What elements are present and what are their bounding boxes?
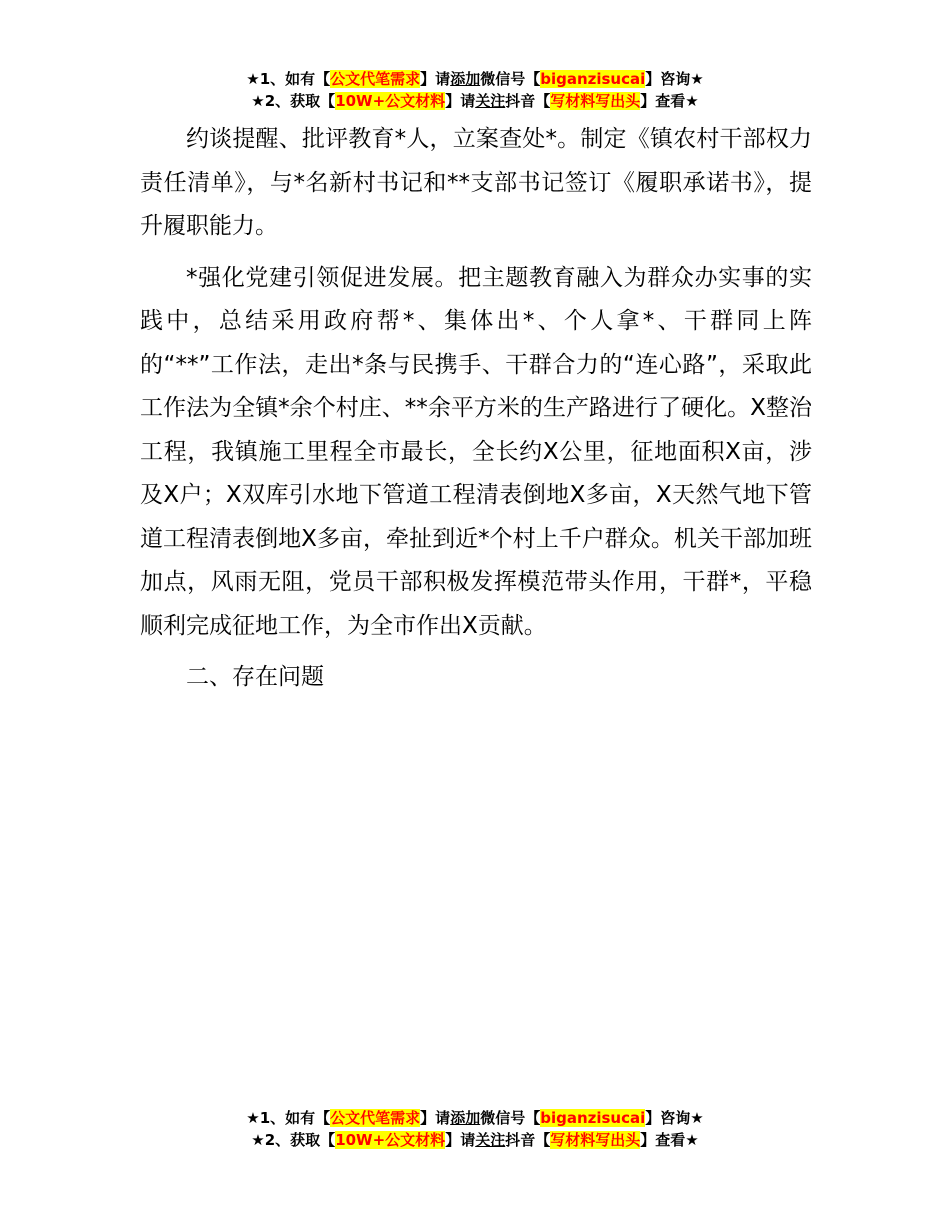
highlight-materials: 10W+公文材料 bbox=[335, 1131, 446, 1149]
paragraph-1: 约谈提醒、批评教育*人，立案查处*。制定《镇农村干部权力责任清单》，与*名新村书记和**支部书记签订《履职承诺书》，提升履职能力。 bbox=[140, 126, 812, 239]
document-body bbox=[140, 118, 812, 700]
banner-text: 抖音【 bbox=[505, 92, 551, 110]
underlined-word: 关注 bbox=[475, 1131, 506, 1149]
footer-banner bbox=[0, 1107, 950, 1151]
banner-line-1 bbox=[0, 1107, 950, 1129]
banner-text: ★2、获取【 bbox=[251, 1131, 336, 1149]
highlight-wechat-id: biganzisucai bbox=[540, 70, 646, 88]
banner-text: ★2、获取【 bbox=[251, 92, 336, 110]
banner-text: 】咨询★ bbox=[645, 70, 704, 88]
underlined-word: 添加 bbox=[450, 70, 481, 88]
header-banner bbox=[0, 68, 950, 112]
banner-text: ★1、如有【 bbox=[246, 1109, 331, 1127]
banner-text: 微信号【 bbox=[480, 70, 541, 88]
underlined-word: 关注 bbox=[475, 92, 506, 110]
banner-text: 抖音【 bbox=[505, 1131, 551, 1149]
section-heading: 二、存在问题 bbox=[186, 664, 324, 690]
highlight-service: 公文代笔需求 bbox=[330, 70, 421, 88]
paragraph-2: *强化党建引领促进发展。把主题教育融入为群众办实事的实践中，总结采用政府帮*、集体出*、个人拿*、干群同上阵的“**”工作法，走出*条与民携手、干群合力的“连心路”，采取此工作法为全镇*余个村庄、**余平方米的生产路进行了硬化。X整治工程，我镇施工里程全市最长，全长约X公里，征地面积X亩，涉及X户；X双库引水地下管道工程清表倒地X多亩，X天然气地下管道工程清表倒地X多亩，牵扯到近*个村上千户群众。机关干部加班加点，风雨无阻，党员干部积极发挥模范带头作用，干群*，平稳顺利完成征地工作，为全市作出X贡献。 bbox=[140, 264, 812, 639]
banner-text: 】请 bbox=[420, 70, 451, 88]
highlight-wechat-id: biganzisucai bbox=[540, 1109, 646, 1127]
highlight-douyin-account: 写材料写出头 bbox=[550, 92, 641, 110]
highlight-douyin-account: 写材料写出头 bbox=[550, 1131, 641, 1149]
banner-line-1 bbox=[0, 68, 950, 90]
banner-line-2 bbox=[0, 90, 950, 112]
banner-text: 】请 bbox=[445, 1131, 476, 1149]
banner-text: 】请 bbox=[445, 92, 476, 110]
highlight-materials: 10W+公文材料 bbox=[335, 92, 446, 110]
underlined-word: 添加 bbox=[450, 1109, 481, 1127]
banner-text: 】查看★ bbox=[640, 1131, 699, 1149]
banner-text: 】请 bbox=[420, 1109, 451, 1127]
banner-text: 】查看★ bbox=[640, 92, 699, 110]
highlight-service: 公文代笔需求 bbox=[330, 1109, 421, 1127]
banner-text: 微信号【 bbox=[480, 1109, 541, 1127]
banner-line-2 bbox=[0, 1129, 950, 1151]
banner-text: 】咨询★ bbox=[645, 1109, 704, 1127]
banner-text: ★1、如有【 bbox=[246, 70, 331, 88]
